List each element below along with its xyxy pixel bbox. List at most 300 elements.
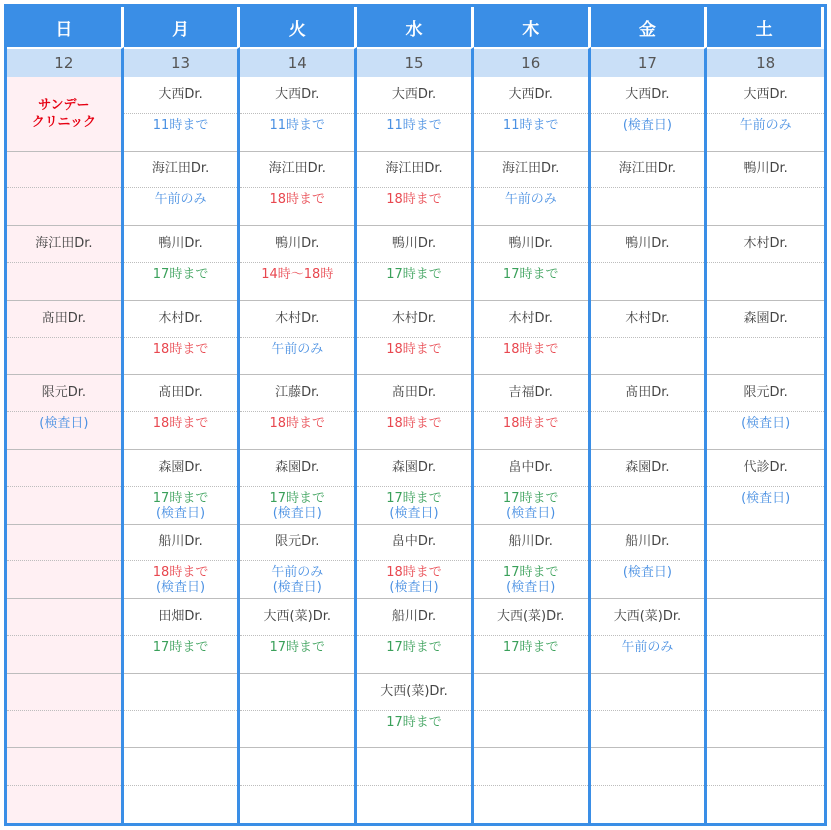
- doctor-name: [240, 301, 354, 338]
- doctor-name-text: 大西Dr.: [508, 86, 553, 102]
- hours-note: [7, 786, 121, 823]
- hours-note: [591, 636, 705, 673]
- hours-note-text: 17時まで: [152, 490, 209, 506]
- doctor-name: [707, 525, 824, 562]
- hours-note-text: (検査日): [506, 505, 556, 521]
- hours-note: [357, 114, 471, 151]
- doctor-name-text: 髙田Dr.: [391, 385, 437, 401]
- doctor-name: [591, 748, 705, 785]
- hours-note: [474, 188, 588, 225]
- doctor-name-text: 髙田Dr.: [158, 385, 203, 401]
- clinic-text: サンデー クリニック: [31, 97, 96, 130]
- doctor-name: [357, 450, 471, 487]
- schedule-slot: [240, 77, 354, 152]
- doctor-name-text: 船川Dr.: [625, 534, 670, 550]
- hours-note: [357, 412, 471, 449]
- hours-note: [591, 114, 705, 151]
- hours-note: [357, 786, 471, 823]
- weekday-header: 月: [124, 7, 241, 47]
- schedule-slot: [591, 748, 705, 823]
- doctor-name-text: 大西(菜)Dr.: [613, 608, 682, 624]
- hours-note: [474, 263, 588, 300]
- sunday-clinic-label: [7, 77, 121, 151]
- schedule-slot: [591, 301, 705, 376]
- hours-note-text: 18時まで: [502, 416, 559, 432]
- doctor-name: [7, 375, 121, 412]
- hours-note: [591, 338, 705, 375]
- schedule-slot: [707, 525, 824, 600]
- hours-note-text: 17時まで: [269, 490, 326, 506]
- schedule-slot: [7, 450, 121, 525]
- doctor-name: [474, 301, 588, 338]
- schedule-slot: [7, 375, 121, 450]
- hours-note: [357, 188, 471, 225]
- schedule-slot: [357, 748, 471, 823]
- hours-note: [124, 412, 238, 449]
- hours-note-text: 17時まで: [269, 639, 326, 655]
- hours-note-text: (検査日): [272, 580, 322, 596]
- hours-note-text: (検査日): [155, 580, 206, 596]
- date-number: 13: [124, 47, 241, 77]
- date-number: 12: [7, 47, 124, 77]
- day-column: [240, 77, 357, 823]
- doctor-name: [357, 599, 471, 636]
- doctor-name-text: 髙田Dr.: [625, 385, 670, 401]
- schedule-slot: [357, 77, 471, 152]
- doctor-name-text: 大西(菜)Dr.: [496, 608, 565, 624]
- doctor-name-text: 大西(菜)Dr.: [380, 683, 448, 699]
- hours-note: [7, 263, 121, 300]
- doctor-name: [357, 77, 471, 114]
- hours-note-text: 午前のみ: [154, 192, 207, 208]
- hours-note: [7, 188, 121, 225]
- weekday-header: 金: [591, 7, 708, 47]
- hours-note: [707, 711, 824, 748]
- doctor-name-text: 海江田Dr.: [268, 161, 326, 177]
- doctor-name: [474, 152, 588, 189]
- schedule-slot: [357, 152, 471, 227]
- date-number: 14: [240, 47, 357, 77]
- hours-note: [707, 188, 824, 225]
- hours-note-text: 18時まで: [386, 192, 442, 208]
- hours-note: [591, 412, 705, 449]
- doctor-name: [124, 525, 238, 562]
- schedule-slot: [124, 301, 238, 376]
- hours-note: [591, 561, 705, 598]
- doctor-name: [474, 525, 588, 562]
- date-number: 17: [591, 47, 708, 77]
- hours-note: [707, 263, 824, 300]
- schedule-slot: [707, 226, 824, 301]
- doctor-name-text: 大西Dr.: [275, 86, 320, 102]
- doctor-name-text: 鴨川Dr.: [275, 235, 320, 251]
- doctor-name: [240, 77, 354, 114]
- schedule-slot: [240, 599, 354, 674]
- hours-note: [474, 487, 588, 524]
- doctor-name-text: 船川Dr.: [508, 534, 553, 550]
- hours-note-text: 17時まで: [502, 266, 559, 282]
- schedule-slot: [240, 748, 354, 823]
- doctor-name: [124, 748, 238, 785]
- schedule-slot: [591, 152, 705, 227]
- schedule-slot: [591, 226, 705, 301]
- schedule-calendar: [4, 4, 827, 826]
- doctor-name-text: 海江田Dr.: [618, 161, 677, 177]
- hours-note: [124, 487, 238, 524]
- doctor-name: [240, 375, 354, 412]
- hours-note-text: 午前のみ: [621, 639, 674, 655]
- doctor-name: [591, 152, 705, 189]
- doctor-name-text: 限元Dr.: [41, 385, 86, 401]
- hours-note: [124, 561, 238, 598]
- schedule-slot: [357, 375, 471, 450]
- date-number: 16: [474, 47, 591, 77]
- hours-note-text: 11時まで: [269, 117, 326, 133]
- hours-note-text: 午前のみ: [271, 565, 324, 581]
- hours-note: [707, 487, 824, 524]
- doctor-name: [7, 748, 121, 785]
- hours-note: [707, 786, 824, 823]
- doctor-name-text: 鴨川Dr.: [743, 161, 788, 177]
- hours-note: [124, 711, 238, 748]
- doctor-name: [7, 226, 121, 263]
- hours-note: [7, 487, 121, 524]
- hours-note-text: 18時まで: [386, 416, 442, 432]
- day-column: [707, 77, 824, 823]
- doctor-name: [240, 152, 354, 189]
- doctor-name: [474, 450, 588, 487]
- hours-note-text: 11時まで: [152, 117, 209, 133]
- doctor-name: [240, 748, 354, 785]
- doctor-name-text: 大西(菜)Dr.: [263, 608, 331, 624]
- schedule-slot: [474, 226, 588, 301]
- doctor-name-text: 代診Dr.: [743, 459, 788, 475]
- doctor-name: [124, 674, 238, 711]
- doctor-name: [240, 525, 354, 562]
- hours-note: [591, 711, 705, 748]
- hours-note: [240, 188, 354, 225]
- weekday-header: 土: [707, 7, 824, 47]
- hours-note-text: 17時まで: [152, 266, 209, 282]
- weekday-header: 日: [7, 7, 124, 47]
- hours-note: [474, 711, 588, 748]
- doctor-name: [357, 375, 471, 412]
- hours-note-text: 17時まで: [502, 639, 559, 655]
- doctor-name-text: 大西Dr.: [743, 86, 788, 102]
- doctor-name-text: 木村Dr.: [391, 310, 437, 326]
- hours-note-text: 18時まで: [152, 341, 209, 357]
- hours-note-text: 18時まで: [269, 416, 326, 432]
- schedule-slot: [707, 748, 824, 823]
- hours-note-text: 18時まで: [269, 192, 326, 208]
- schedule-slot: [591, 525, 705, 600]
- doctor-name: [707, 748, 824, 785]
- doctor-name-text: 大西Dr.: [391, 86, 437, 102]
- doctor-name-text: 田畑Dr.: [158, 608, 203, 624]
- hours-note: [707, 338, 824, 375]
- schedule-slot: [124, 748, 238, 823]
- doctor-name-text: 大西Dr.: [158, 86, 203, 102]
- hours-note-text: 午前のみ: [739, 117, 792, 133]
- doctor-name: [357, 152, 471, 189]
- hours-note-text: (検査日): [389, 580, 439, 596]
- doctor-name-text: 木村Dr.: [625, 310, 670, 326]
- doctor-name-text: 海江田Dr.: [151, 161, 210, 177]
- schedule-slot: [474, 375, 588, 450]
- schedule-slot: [7, 748, 121, 823]
- hours-note: [124, 786, 238, 823]
- hours-note: [124, 636, 238, 673]
- hours-note: [591, 786, 705, 823]
- hours-note-text: 11時まで: [502, 117, 559, 133]
- hours-note: [357, 711, 471, 748]
- doctor-name-text: 海江田Dr.: [35, 235, 93, 251]
- schedule-slot: [240, 375, 354, 450]
- hours-note-text: 17時まで: [386, 714, 442, 730]
- doctor-name-text: 船川Dr.: [158, 534, 203, 550]
- doctor-name-text: 森園Dr.: [158, 459, 203, 475]
- doctor-name: [591, 301, 705, 338]
- hours-note-text: 18時まで: [152, 416, 209, 432]
- schedule-slot: [591, 599, 705, 674]
- hours-note: [357, 636, 471, 673]
- doctor-name-text: 大西Dr.: [625, 86, 670, 102]
- doctor-name: [7, 301, 121, 338]
- doctor-name: [357, 748, 471, 785]
- hours-note: [240, 263, 354, 300]
- hours-note: [357, 338, 471, 375]
- doctor-name-text: 吉福Dr.: [508, 385, 553, 401]
- hours-note-text: 11時まで: [386, 117, 442, 133]
- schedule-slot: [7, 226, 121, 301]
- hours-note-text: 14時〜18時: [261, 266, 334, 282]
- date-number: 15: [357, 47, 474, 77]
- hours-note-text: (検査日): [741, 416, 791, 432]
- hours-note: [124, 114, 238, 151]
- doctor-name-text: 森園Dr.: [625, 459, 670, 475]
- doctor-name-text: 木村Dr.: [743, 235, 788, 251]
- doctor-name: [357, 226, 471, 263]
- hours-note: [124, 263, 238, 300]
- doctor-name: [124, 152, 238, 189]
- doctor-name: [474, 674, 588, 711]
- schedule-slot: [707, 450, 824, 525]
- doctor-name-text: 海江田Dr.: [385, 161, 443, 177]
- hours-note: [707, 412, 824, 449]
- hours-note-text: 17時まで: [152, 639, 209, 655]
- schedule-slot: [591, 450, 705, 525]
- hours-note: [591, 487, 705, 524]
- doctor-name: [124, 77, 238, 114]
- hours-note: [474, 636, 588, 673]
- hours-note: [591, 263, 705, 300]
- schedule-slot: [474, 748, 588, 823]
- schedule-slot: [707, 301, 824, 376]
- doctor-name-text: 限元Dr.: [743, 385, 788, 401]
- doctor-name-text: 鴨川Dr.: [391, 235, 437, 251]
- doctor-name: [240, 599, 354, 636]
- doctor-name: [124, 301, 238, 338]
- hours-note-text: 午前のみ: [271, 341, 324, 357]
- hours-note: [7, 561, 121, 598]
- doctor-name: [240, 674, 354, 711]
- schedule-slot: [240, 301, 354, 376]
- schedule-slot: [124, 599, 238, 674]
- schedule-slot: [707, 77, 824, 152]
- hours-note: [7, 711, 121, 748]
- doctor-name: [707, 599, 824, 636]
- doctor-name-text: 木村Dr.: [158, 310, 203, 326]
- schedule-slot: [240, 525, 354, 600]
- weekday-header: 火: [240, 7, 357, 47]
- hours-note: [707, 561, 824, 598]
- schedule-slot: [707, 375, 824, 450]
- hours-note: [240, 338, 354, 375]
- schedule-slot: [357, 599, 471, 674]
- hours-note-text: (検査日): [39, 416, 89, 432]
- hours-note: [240, 711, 354, 748]
- day-column: [357, 77, 474, 823]
- schedule-slot: [240, 674, 354, 749]
- hours-note-text: 17時まで: [502, 565, 559, 581]
- hours-note: [240, 561, 354, 598]
- day-column: [591, 77, 708, 823]
- schedule-slot: [707, 152, 824, 227]
- schedule-slot: [357, 674, 471, 749]
- hours-note: [474, 786, 588, 823]
- doctor-name: [7, 525, 121, 562]
- schedule-slot: [474, 301, 588, 376]
- doctor-name: [474, 599, 588, 636]
- hours-note: [240, 786, 354, 823]
- schedule-slot: [474, 152, 588, 227]
- hours-note-text: 17時まで: [502, 490, 559, 506]
- doctor-name-text: 船川Dr.: [391, 608, 437, 624]
- schedule-slot: [7, 674, 121, 749]
- doctor-name: [124, 226, 238, 263]
- doctor-name-text: 森園Dr.: [275, 459, 320, 475]
- weekday-header: 木: [474, 7, 591, 47]
- doctor-name: [7, 450, 121, 487]
- schedule-slot: [707, 599, 824, 674]
- doctor-name: [591, 375, 705, 412]
- schedule-slot: [7, 77, 121, 152]
- doctor-name: [707, 375, 824, 412]
- doctor-name: [7, 152, 121, 189]
- hours-note: [240, 412, 354, 449]
- doctor-name: [240, 450, 354, 487]
- schedule-slot: [357, 450, 471, 525]
- hours-note: [124, 338, 238, 375]
- hours-note-text: 17時まで: [386, 490, 442, 506]
- doctor-name: [707, 77, 824, 114]
- hours-note: [7, 338, 121, 375]
- hours-note: [707, 114, 824, 151]
- hours-note: [357, 487, 471, 524]
- schedule-slot: [707, 674, 824, 749]
- doctor-name: [591, 599, 705, 636]
- schedule-slot: [7, 152, 121, 227]
- doctor-name-text: 森園Dr.: [743, 310, 788, 326]
- doctor-name: [591, 525, 705, 562]
- hours-note-text: 午前のみ: [504, 192, 557, 208]
- schedule-slot: [357, 525, 471, 600]
- doctor-name-text: 木村Dr.: [275, 310, 320, 326]
- hours-note-text: (検査日): [155, 505, 206, 521]
- hours-note-text: 18時まで: [152, 565, 209, 581]
- hours-note: [357, 263, 471, 300]
- schedule-slot: [124, 450, 238, 525]
- schedule-slot: [357, 301, 471, 376]
- doctor-name: [124, 375, 238, 412]
- schedule-slot: [124, 77, 238, 152]
- hours-note: [707, 636, 824, 673]
- doctor-name-text: 鴨川Dr.: [158, 235, 203, 251]
- doctor-name: [707, 450, 824, 487]
- doctor-name-text: 畠中Dr.: [508, 459, 553, 475]
- hours-note-text: 17時まで: [386, 639, 442, 655]
- hours-note: [474, 412, 588, 449]
- day-column: [7, 77, 124, 823]
- schedule-slot: [124, 674, 238, 749]
- doctor-name: [357, 674, 471, 711]
- day-column: [474, 77, 591, 823]
- hours-note: [474, 114, 588, 151]
- doctor-name-text: 限元Dr.: [275, 534, 320, 550]
- hours-note-text: (検査日): [389, 505, 439, 521]
- doctor-name-text: 森園Dr.: [391, 459, 437, 475]
- hours-note-text: (検査日): [622, 117, 672, 133]
- doctor-name-text: 鴨川Dr.: [508, 235, 553, 251]
- hours-note-text: 18時まで: [386, 565, 442, 581]
- hours-note: [240, 487, 354, 524]
- doctor-name-text: 鴨川Dr.: [625, 235, 670, 251]
- doctor-name: [474, 748, 588, 785]
- hours-note-text: (検査日): [272, 505, 322, 521]
- doctor-name-text: 木村Dr.: [508, 310, 553, 326]
- schedule-slot: [591, 674, 705, 749]
- doctor-name: [7, 674, 121, 711]
- hours-note-text: 18時まで: [386, 341, 442, 357]
- hours-note: [240, 114, 354, 151]
- doctor-name: [474, 226, 588, 263]
- doctor-name: [240, 226, 354, 263]
- doctor-name: [591, 450, 705, 487]
- schedule-slot: [124, 375, 238, 450]
- doctor-name: [357, 525, 471, 562]
- doctor-name-text: 江藤Dr.: [275, 385, 320, 401]
- schedule-slot: [240, 226, 354, 301]
- schedule-slot: [240, 450, 354, 525]
- hours-note-text: 17時まで: [386, 266, 442, 282]
- schedule-slot: [357, 226, 471, 301]
- hours-note: [124, 188, 238, 225]
- doctor-name-text: 畠中Dr.: [391, 534, 437, 550]
- hours-note: [591, 188, 705, 225]
- schedule-slot: [474, 450, 588, 525]
- doctor-name: [591, 226, 705, 263]
- schedule-slot: [124, 152, 238, 227]
- doctor-name: [591, 77, 705, 114]
- schedule-slot: [7, 301, 121, 376]
- date-number: 18: [707, 47, 824, 77]
- hours-note: [7, 636, 121, 673]
- hours-note-text: (検査日): [622, 565, 672, 581]
- doctor-name: [707, 152, 824, 189]
- weekday-header: 水: [357, 7, 474, 47]
- hours-note: [474, 561, 588, 598]
- hours-note-text: (検査日): [506, 580, 556, 596]
